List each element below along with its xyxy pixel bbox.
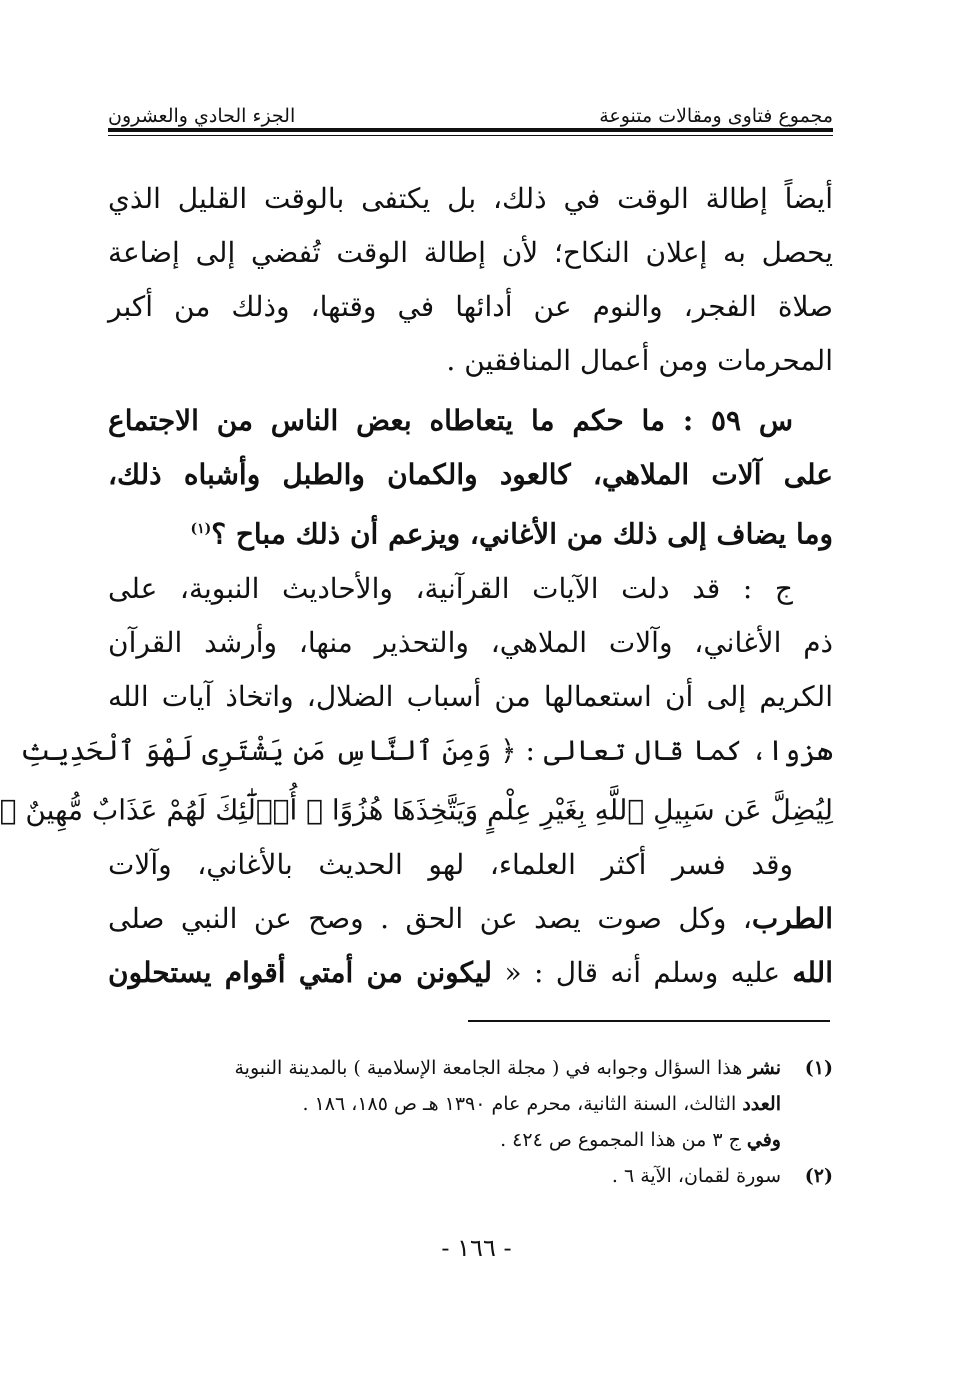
paragraph-hadith: [108, 838, 833, 1000]
main-text: [0, 172, 833, 1000]
answer-paragraph: [0, 562, 833, 832]
bold-word: الطرب: [751, 902, 833, 935]
hadith-quote: ليكونن من أمتي أقوام يستحلون: [108, 956, 493, 989]
footnote-2: [108, 1158, 833, 1194]
page-number: - ١٦٦ -: [441, 1234, 512, 1262]
answer-line: ذم الأغاني، وآلات الملاهي، والتحذير منها، وأرشد القرآن: [108, 626, 833, 659]
header-book-title: مجموع فتاوى ومقالات متنوعة: [599, 105, 833, 127]
footnote-1-continued: [108, 1122, 833, 1158]
footnote-number: (١): [804, 1057, 833, 1079]
quran-verse: لِيُضِلَّ عَن سَبِيلِ ٱللَّهِ بِغَيْرِ عِلْمٍ وَيَتَّخِذَهَا هُزُوًا ۚ أُو۟لَٰٓئِكَ لَهُمْ عَذَابٌ مُّهِينٌ ﴾: [0, 793, 833, 827]
footnote-separator: [468, 1020, 830, 1022]
footnote-1-continued: [108, 1086, 833, 1122]
text-line: أيضاً إطالة الوقت في ذلك، بل يكتفى بالوقت القليل الذي: [108, 182, 833, 215]
footnote-text: الثالث، السنة الثانية، محرم عام ١٣٩٠ هـ ص ١٨٥، ١٨٦ .: [302, 1093, 743, 1115]
footnote-1: [108, 1050, 833, 1086]
text-line: [108, 892, 833, 946]
bold-word: الله: [792, 956, 833, 989]
bold-word: نشر: [748, 1057, 781, 1079]
footnote-text: ج ٣ من هذا المجموع ص ٤٢٤ .: [500, 1129, 747, 1151]
text-line: صلاة الفجر، والنوم عن أدائها في وقتها، وذلك من أكبر: [108, 290, 833, 323]
text-line: [108, 946, 833, 1000]
header-rule-thick: [108, 128, 833, 132]
answer-line: هزوا، كما قال تعالى : ﴿ وَمِنَ ٱلنَّاسِ مَن يَشْتَرِى لَهْوَ ٱلْحَدِيثِ: [20, 734, 833, 767]
footnote-ref-1: (١): [190, 521, 212, 537]
header-volume-title: الجزء الحادي والعشرون: [108, 105, 296, 127]
footnote-text: هذا السؤال وجوابه في ( مجلة الجامعة الإسلامية ) بالمدينة النبوية: [234, 1057, 749, 1079]
answer-line: [0, 778, 833, 832]
footnotes: [108, 1050, 833, 1194]
question-text: وما يضاف إلى ذلك من الأغاني، ويزعم أن ذلك مباح ؟: [211, 517, 833, 551]
text-line: المحرمات ومن أعمال المنافقين .: [446, 344, 833, 377]
answer-line: الكريم إلى أن استعمالها من أسباب الضلال، واتخاذ آيات الله: [108, 680, 833, 713]
question-line: على آلات الملاهي، كالعود والكمان والطبل وأشباه ذلك،: [108, 458, 833, 491]
text-line: وقد فسر أكثر العلماء، لهو الحديث بالأغاني، وآلات: [108, 848, 793, 881]
question-paragraph: [108, 394, 833, 556]
running-header: [108, 88, 833, 128]
header-rule-thin: [108, 135, 833, 136]
question-line: [108, 502, 833, 556]
bold-word: العدد: [742, 1093, 781, 1115]
answer-line: ج : قد دلت الآيات القرآنية، والأحاديث النبوية، على: [108, 572, 793, 605]
paragraph-intro: [108, 172, 833, 388]
question-line: س ٥٩ : ما حكم ما يتعاطاه بعض الناس من الاجتماع: [108, 404, 793, 437]
bold-word: وفي: [746, 1129, 781, 1151]
text-run: ، وكل صوت يصد عن الحق . وصح عن النبي صلى: [108, 902, 752, 935]
text-run: عليه وسلم أنه قال : «: [492, 956, 793, 989]
footnote-text: سورة لقمان، الآية ٦ .: [611, 1165, 781, 1187]
text-line: يحصل به إعلان النكاح؛ لأن إطالة الوقت تُفضي إلى إضاعة: [108, 236, 833, 269]
footnote-number: (٢): [804, 1165, 833, 1187]
